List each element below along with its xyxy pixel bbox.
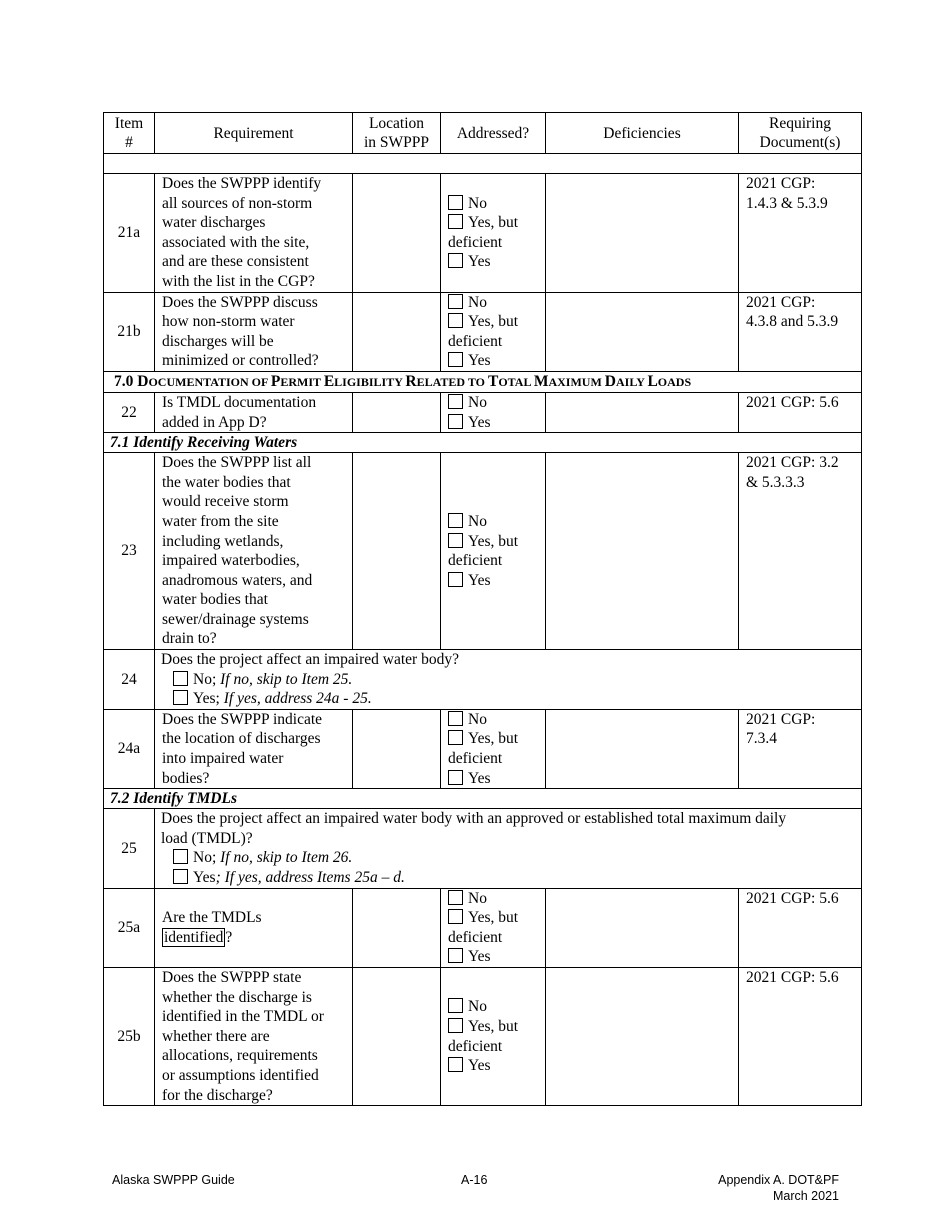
checkbox-yes-but-deficient[interactable] bbox=[448, 313, 463, 328]
location-field[interactable] bbox=[353, 888, 441, 967]
requirements-table bbox=[103, 112, 862, 1106]
question-cell: Does the project affect an impaired water body? No; If no, skip to Item 25. Yes; If yes, address 24a - 25. bbox=[155, 650, 862, 710]
checkbox-no[interactable] bbox=[448, 890, 463, 905]
table-row bbox=[104, 174, 862, 293]
requiring-document: 2021 CGP: 5.6 bbox=[739, 392, 862, 432]
deficiencies-field[interactable] bbox=[546, 967, 739, 1105]
checkbox-yes[interactable] bbox=[448, 253, 463, 268]
item-number: 24a bbox=[104, 709, 155, 788]
footer-appendix: Appendix A. DOT&PF March 2021 bbox=[718, 1173, 839, 1203]
checkbox-yes-but-deficient[interactable] bbox=[448, 730, 463, 745]
item-number: 24 bbox=[104, 650, 155, 710]
addressed-options: No Yes, but deficient Yes bbox=[441, 292, 546, 371]
checkbox-yes-but-deficient[interactable] bbox=[448, 909, 463, 924]
table-row bbox=[104, 888, 862, 967]
question-text: Does the project affect an impaired water body with an approved or established total maximum daily load (TMDL)? bbox=[161, 810, 787, 847]
item-number: 21b bbox=[104, 292, 155, 371]
table-row bbox=[104, 453, 862, 650]
checkbox-yes[interactable] bbox=[448, 948, 463, 963]
table-row bbox=[104, 809, 862, 888]
requiring-document: 2021 CGP: 3.2 & 5.3.3.3 bbox=[739, 453, 862, 650]
page-footer bbox=[112, 1172, 839, 1212]
checkbox-yes-but-deficient[interactable] bbox=[448, 1018, 463, 1033]
table-row bbox=[104, 650, 862, 710]
section-heading-row bbox=[104, 371, 862, 392]
header-addressed: Addressed? bbox=[441, 113, 546, 154]
item-number: 23 bbox=[104, 453, 155, 650]
subsection-heading: 7.2 Identify TMDLs bbox=[104, 789, 862, 809]
deficiencies-field[interactable] bbox=[546, 709, 739, 788]
header-requirement: Requirement bbox=[155, 113, 353, 154]
requirement-text: Does the SWPPP identify all sources of non-storm water discharges associated with the site, and are these consistent with the list in the CGP? bbox=[155, 174, 353, 293]
requiring-document: 2021 CGP: 1.4.3 & 5.3.9 bbox=[739, 174, 862, 293]
header-location: Location in SWPPP bbox=[353, 113, 441, 154]
table-row bbox=[104, 392, 862, 432]
checkbox-yes[interactable] bbox=[448, 414, 463, 429]
requiring-document: 2021 CGP: 5.6 bbox=[739, 888, 862, 967]
requirement-text: Does the SWPPP list all the water bodies that would receive storm water from the site including wetlands, impaired waterbodies, anadromous waters, and water bodies that sewer/drainage systems drain to? bbox=[155, 453, 353, 650]
subsection-heading: 7.1 Identify Receiving Waters bbox=[104, 433, 862, 453]
checkbox-yes[interactable] bbox=[173, 869, 188, 884]
table-row bbox=[104, 292, 862, 371]
checkbox-yes-but-deficient[interactable] bbox=[448, 533, 463, 548]
addressed-options: No Yes bbox=[441, 392, 546, 432]
requiring-document: 2021 CGP: 7.3.4 bbox=[739, 709, 862, 788]
checkbox-no[interactable] bbox=[448, 294, 463, 309]
item-number: 21a bbox=[104, 174, 155, 293]
table-header bbox=[104, 113, 862, 154]
checkbox-no[interactable] bbox=[173, 849, 188, 864]
requirement-text: Are the TMDLs identified ? bbox=[155, 888, 353, 967]
requiring-document: 2021 CGP: 4.3.8 and 5.3.9 bbox=[739, 292, 862, 371]
addressed-options: No Yes, but deficient Yes bbox=[441, 888, 546, 967]
checkbox-no[interactable] bbox=[448, 711, 463, 726]
spacer-row bbox=[104, 154, 862, 174]
subsection-heading-row bbox=[104, 789, 862, 809]
item-number: 22 bbox=[104, 392, 155, 432]
header-requiring-documents: Requiring Document(s) bbox=[739, 113, 862, 154]
deficiencies-field[interactable] bbox=[546, 292, 739, 371]
question-cell: Does the project affect an impaired water body with an approved or established total maximum daily load (TMDL)? No; If no, skip to Item 26. Yes; If yes, address Items 25a – d. bbox=[155, 809, 862, 888]
checkbox-yes-but-deficient[interactable] bbox=[448, 214, 463, 229]
checkbox-no[interactable] bbox=[448, 195, 463, 210]
item-number: 25 bbox=[104, 809, 155, 888]
requirement-text: Does the SWPPP discuss how non-storm water discharges will be minimized or controlled? bbox=[155, 292, 353, 371]
footer-guide-title: Alaska SWPPP Guide bbox=[112, 1173, 235, 1187]
deficiencies-field[interactable] bbox=[546, 174, 739, 293]
deficiencies-field[interactable] bbox=[546, 392, 739, 432]
table-row bbox=[104, 709, 862, 788]
requirement-text: Does the SWPPP indicate the location of discharges into impaired water bodies? bbox=[155, 709, 353, 788]
requiring-document: 2021 CGP: 5.6 bbox=[739, 967, 862, 1105]
location-field[interactable] bbox=[353, 967, 441, 1105]
footer-page-number: A-16 bbox=[461, 1173, 488, 1187]
checkbox-no[interactable] bbox=[448, 394, 463, 409]
checkbox-no[interactable] bbox=[448, 998, 463, 1013]
section-heading: 7.0 DOCUMENTATION OF PERMIT ELIGIBILITY RELATED TO TOTAL MAXIMUM DAILY LOADS bbox=[104, 371, 862, 392]
question-text: Does the project affect an impaired water body? bbox=[161, 651, 459, 669]
subsection-heading-row bbox=[104, 433, 862, 453]
location-field[interactable] bbox=[353, 174, 441, 293]
checkbox-yes[interactable] bbox=[448, 572, 463, 587]
deficiencies-field[interactable] bbox=[546, 888, 739, 967]
item-number: 25a bbox=[104, 888, 155, 967]
item-number: 25b bbox=[104, 967, 155, 1105]
checkbox-no[interactable] bbox=[173, 671, 188, 686]
requirement-text: Is TMDL documentation added in App D? bbox=[155, 392, 353, 432]
location-field[interactable] bbox=[353, 453, 441, 650]
checkbox-yes[interactable] bbox=[448, 770, 463, 785]
checkbox-yes[interactable] bbox=[173, 690, 188, 705]
location-field[interactable] bbox=[353, 709, 441, 788]
addressed-options: No Yes, but deficient Yes bbox=[441, 709, 546, 788]
checkbox-yes[interactable] bbox=[448, 352, 463, 367]
checkbox-yes[interactable] bbox=[448, 1057, 463, 1072]
header-deficiencies: Deficiencies bbox=[546, 113, 739, 154]
addressed-options: No Yes, but deficient Yes bbox=[441, 453, 546, 650]
requirement-text: Does the SWPPP state whether the discharge is identified in the TMDL or whether there are allocations, requirements or assumptions identified for the discharge? bbox=[155, 967, 353, 1105]
location-field[interactable] bbox=[353, 292, 441, 371]
checkbox-no[interactable] bbox=[448, 513, 463, 528]
addressed-options: No Yes, but deficient Yes bbox=[441, 967, 546, 1105]
highlighted-word: identified bbox=[164, 928, 224, 946]
table-row bbox=[104, 967, 862, 1105]
addressed-options: No Yes, but deficient Yes bbox=[441, 174, 546, 293]
deficiencies-field[interactable] bbox=[546, 453, 739, 650]
location-field[interactable] bbox=[353, 392, 441, 432]
header-item: Item # bbox=[104, 113, 155, 154]
